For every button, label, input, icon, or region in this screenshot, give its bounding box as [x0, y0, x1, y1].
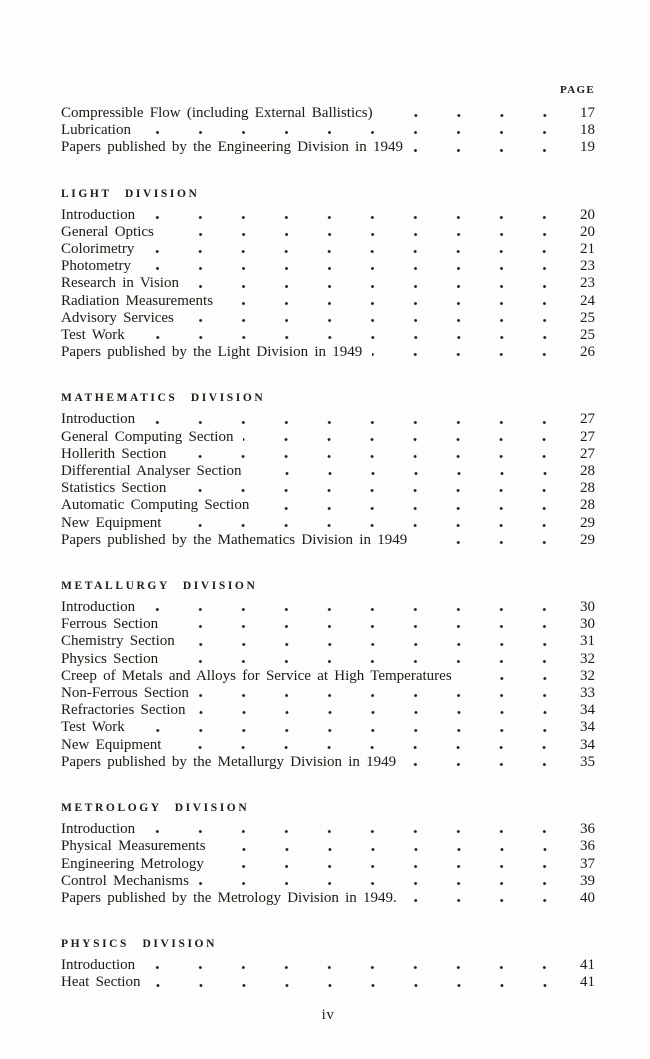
- dot-leader: [141, 129, 566, 136]
- toc-section: [61, 392, 595, 549]
- entry-title: Introduction: [61, 599, 136, 616]
- entry-title: Creep of Metals and Alloys for Service at High Temperatures: [61, 667, 452, 684]
- division-heading: PHYSICS DIVISION: [61, 938, 218, 951]
- division-heading: METALLURGY DIVISION: [61, 580, 258, 593]
- dot-leader: [184, 317, 566, 324]
- entry-title: Automatic Computing Section: [61, 497, 250, 514]
- entry-title: Introduction: [61, 957, 136, 974]
- dot-leader: [196, 709, 566, 716]
- dot-leader: [243, 436, 566, 443]
- dot-leader: [383, 112, 566, 119]
- toc-entry: [61, 122, 595, 139]
- entry-page-number: 32: [580, 667, 595, 684]
- entry-page-number: 27: [580, 428, 595, 445]
- entry-title: Research in Vision: [61, 275, 179, 292]
- dot-leader: [406, 761, 566, 768]
- entry-title: Engineering Metrology: [61, 855, 204, 872]
- toc-entry: [61, 515, 595, 532]
- entry-page-number: 34: [580, 736, 595, 753]
- entry-title: Photometry: [61, 258, 131, 275]
- entry-page-number: 41: [580, 974, 595, 991]
- dot-leader: [199, 692, 566, 699]
- toc-entry: [61, 890, 595, 907]
- entry-page-number: 17: [580, 105, 595, 121]
- dot-leader: [164, 231, 566, 238]
- dot-leader: [171, 522, 566, 529]
- toc-entry: [61, 446, 595, 463]
- entry-title: Non-Ferrous Section: [61, 685, 189, 702]
- entry-page-number: 31: [580, 633, 595, 650]
- toc-entry: [61, 411, 595, 428]
- toc-entry: [61, 616, 595, 633]
- entry-page-number: 37: [580, 855, 595, 872]
- entry-page-number: 23: [580, 258, 595, 275]
- toc-entry: [61, 599, 595, 616]
- entry-title: Papers published by the Metallurgy Division in 1949: [61, 753, 397, 770]
- toc-entry: [61, 224, 595, 241]
- toc-entry: [61, 668, 595, 685]
- entry-page-number: 29: [580, 514, 595, 531]
- dot-leader: [135, 334, 566, 341]
- dot-leader: [462, 675, 566, 682]
- entry-title: New Equipment: [61, 736, 162, 753]
- entry-page-number: 27: [580, 445, 595, 462]
- entry-page-number: 36: [580, 821, 595, 838]
- toc-entry: [61, 310, 595, 327]
- toc-section: [61, 802, 595, 907]
- dot-leader: [216, 846, 566, 853]
- entry-title: Introduction: [61, 206, 136, 223]
- toc-section: [61, 938, 595, 991]
- entry-page-number: 26: [580, 344, 595, 361]
- toc-entry: [61, 685, 595, 702]
- dot-leader: [372, 351, 566, 358]
- toc-entry: [61, 821, 595, 838]
- dot-leader: [407, 897, 566, 904]
- dot-leader: [145, 419, 566, 426]
- dot-leader: [151, 982, 566, 989]
- dot-leader: [223, 300, 566, 307]
- entry-title: Radiation Measurements: [61, 292, 214, 309]
- entry-page-number: 40: [580, 889, 595, 906]
- toc-section: [61, 105, 595, 157]
- toc-entry: [61, 737, 595, 754]
- entry-page-number: 24: [580, 292, 595, 309]
- entry-page-number: 20: [580, 223, 595, 240]
- toc-entry: [61, 480, 595, 497]
- dot-leader: [413, 147, 566, 154]
- toc-entry: [61, 275, 595, 292]
- division-heading: LIGHT DIVISION: [61, 187, 200, 200]
- dot-leader: [199, 880, 566, 887]
- dot-leader: [144, 248, 566, 255]
- entry-page-number: 39: [580, 872, 595, 889]
- entry-page-number: 41: [580, 957, 595, 974]
- dot-leader: [259, 505, 566, 512]
- dot-leader: [185, 641, 566, 648]
- dot-leader: [145, 828, 566, 835]
- entry-title: General Optics: [61, 223, 154, 240]
- page-column-label: PAGE: [560, 84, 595, 96]
- entry-title: Colorimetry: [61, 241, 135, 258]
- entry-title: Advisory Services: [61, 309, 174, 326]
- entry-page-number: 30: [580, 599, 595, 616]
- dot-leader: [176, 487, 566, 494]
- entry-title: Papers published by the Metrology Division in 1949.: [61, 889, 397, 906]
- entry-title: Control Mechanisms: [61, 872, 189, 889]
- entry-title: Test Work: [61, 719, 125, 736]
- page-folio: iv: [321, 1006, 335, 1023]
- division-heading: METROLOGY DIVISION: [61, 802, 250, 815]
- entry-title: General Computing Section: [61, 428, 234, 445]
- dot-leader: [189, 283, 566, 290]
- toc-entry: [61, 754, 595, 771]
- entry-page-number: 27: [580, 411, 595, 428]
- entry-page-number: 19: [580, 139, 595, 156]
- toc-entry: [61, 293, 595, 310]
- toc-entry: [61, 241, 595, 258]
- dot-leader: [168, 658, 566, 665]
- dot-leader: [145, 606, 566, 613]
- entry-title: Papers published by the Mathematics Division in 1949: [61, 531, 408, 548]
- dot-leader: [214, 863, 566, 870]
- entry-page-number: 29: [580, 531, 595, 548]
- entry-title: Heat Section: [61, 974, 141, 991]
- toc-section: [61, 580, 595, 771]
- toc-entry: [61, 207, 595, 224]
- toc-entry: [61, 633, 595, 650]
- entry-title: Hollerith Section: [61, 445, 167, 462]
- dot-leader: [176, 453, 566, 460]
- entry-title: Papers published by the Light Division in 1949: [61, 344, 363, 361]
- entry-page-number: 30: [580, 616, 595, 633]
- entry-title: Test Work: [61, 327, 125, 344]
- division-heading: MATHEMATICS DIVISION: [61, 392, 266, 405]
- entry-page-number: 35: [580, 753, 595, 770]
- dot-leader: [171, 744, 566, 751]
- entry-page-number: 28: [580, 463, 595, 480]
- entry-page-number: 25: [580, 327, 595, 344]
- entry-page-number: 23: [580, 275, 595, 292]
- entry-title: Lubrication: [61, 122, 131, 139]
- entry-title: Refractories Section: [61, 702, 186, 719]
- dot-leader: [145, 964, 566, 971]
- entry-page-number: 21: [580, 241, 595, 258]
- toc-entry: [61, 497, 595, 514]
- dot-leader: [168, 623, 566, 630]
- entry-title: Physics Section: [61, 650, 159, 667]
- entry-page-number: 25: [580, 309, 595, 326]
- dot-leader: [141, 265, 566, 272]
- toc-entry: [61, 344, 595, 361]
- entry-page-number: 33: [580, 685, 595, 702]
- toc-entry: [61, 957, 595, 974]
- entry-title: Statistics Section: [61, 480, 167, 497]
- toc-entry: [61, 838, 595, 855]
- entry-page-number: 34: [580, 702, 595, 719]
- entry-page-number: 36: [580, 838, 595, 855]
- toc-entry: [61, 974, 595, 991]
- entry-page-number: 18: [580, 122, 595, 139]
- dot-leader: [252, 470, 566, 477]
- toc-entry: [61, 719, 595, 736]
- entry-page-number: 34: [580, 719, 595, 736]
- toc-entry: [61, 532, 595, 549]
- entry-title: Compressible Flow (including External Ballistics): [61, 105, 373, 121]
- toc-entry: [61, 651, 595, 668]
- toc-entry: [61, 139, 595, 156]
- dot-leader: [135, 727, 566, 734]
- toc-entry: [61, 429, 595, 446]
- toc-entry: [61, 258, 595, 275]
- toc-entry: [61, 105, 595, 122]
- entry-page-number: 32: [580, 650, 595, 667]
- entry-title: Papers published by the Engineering Division in 1949: [61, 139, 404, 156]
- toc-entry: [61, 327, 595, 344]
- toc-section: [61, 188, 595, 362]
- table-of-contents: [61, 105, 595, 992]
- entry-page-number: 20: [580, 206, 595, 223]
- entry-page-number: 28: [580, 497, 595, 514]
- dot-leader: [417, 539, 566, 546]
- entry-title: Introduction: [61, 821, 136, 838]
- toc-entry: [61, 856, 595, 873]
- dot-leader: [145, 214, 566, 221]
- toc-entry: [61, 463, 595, 480]
- entry-page-number: 28: [580, 480, 595, 497]
- toc-entry: [61, 873, 595, 890]
- entry-title: Chemistry Section: [61, 633, 175, 650]
- entry-title: Differential Analyser Section: [61, 463, 242, 480]
- entry-title: Physical Measurements: [61, 838, 206, 855]
- entry-title: New Equipment: [61, 514, 162, 531]
- toc-entry: [61, 702, 595, 719]
- entry-title: Ferrous Section: [61, 616, 159, 633]
- entry-title: Introduction: [61, 411, 136, 428]
